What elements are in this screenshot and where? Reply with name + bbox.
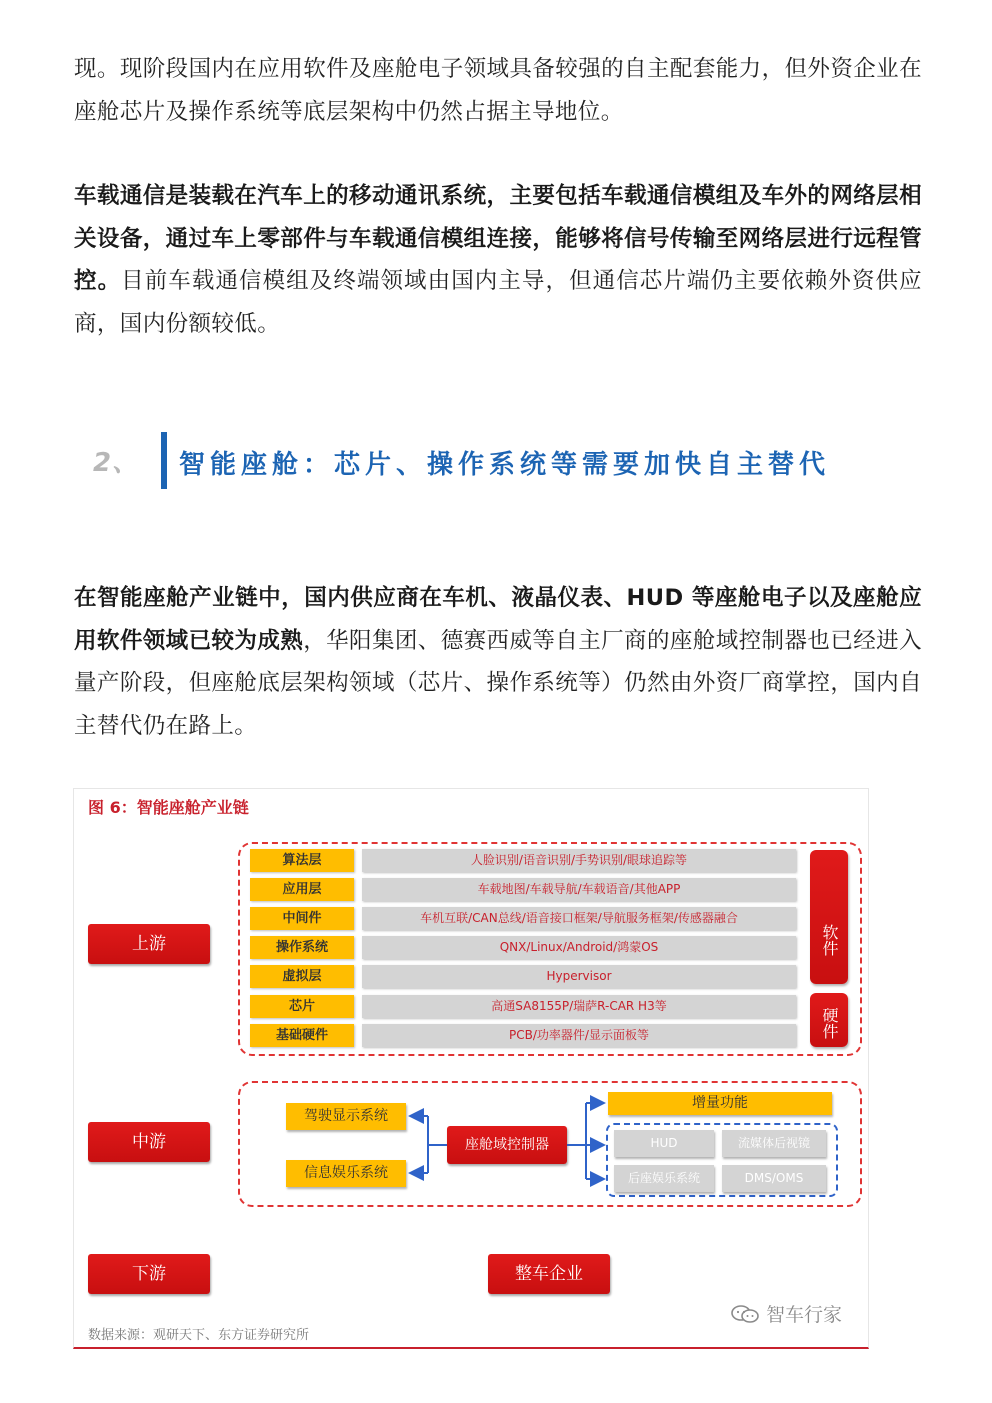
paragraph-telematics-rest: 目前车载通信模组及终端领域由国内主导，但通信芯片端仍主要依赖外资供应商，国内份额较低。 (74, 268, 922, 337)
layer-label: 中间件 (250, 907, 354, 930)
layer-label: 基础硬件 (250, 1024, 354, 1047)
layer-content: Hypervisor (362, 965, 796, 988)
paragraph-cockpit-bold: 在智能座舱产业链中，国内供应商在车机、液晶仪表、HUD 等座舱电子以及座舱应用软件领域已较为成熟 (74, 585, 922, 654)
connector-arrows (74, 789, 868, 1347)
paragraph-telematics (74, 175, 922, 345)
paragraph-intro-text: 现。现阶段国内在应用软件及座舱电子领域具备较强的自主配套能力，但外资企业在座舱芯片及操作系统等底层架构中仍然占据主导地位。 (74, 56, 922, 125)
stage-downstream: 下游 (88, 1254, 210, 1294)
software-tag: 软件 (810, 850, 848, 984)
layer-content: 车机互联/CAN总线/语音接口框架/导航服务框架/传感器融合 (362, 907, 796, 930)
section-accent-bar (161, 432, 167, 489)
paragraph-cockpit (74, 577, 922, 747)
increment-dms-oms: DMS/OMS (722, 1165, 826, 1192)
vehicle-oem: 整车企业 (488, 1254, 610, 1294)
wechat-icon (730, 1304, 760, 1324)
section-title: 智能座舱：芯片、操作系统等需要加快自主替代 (179, 450, 831, 480)
layer-content: PCB/功率器件/显示面板等 (362, 1024, 796, 1047)
paragraph-cockpit-rest: ，华阳集团、德赛西威等自主厂商的座舱域控制器也已经进入量产阶段，但座舱底层架构领域（芯片、操作系统等）仍然由外资厂商掌控，国内自主替代仍在路上。 (74, 627, 922, 739)
layer-content: 车载地图/车载导航/车载语音/其他APP (362, 878, 796, 901)
cockpit-domain-controller: 座舱域控制器 (447, 1126, 567, 1164)
section-heading (93, 432, 933, 490)
paragraph-telematics-bold: 车载通信是装载在汽车上的移动通讯系统，主要包括车载通信模组及车外的网络层相关设备，通过车上零部件与车载通信模组连接，能够将信号传输至网络层进行远程管控。 (74, 183, 922, 294)
watermark-text: 智车行家 (766, 1304, 843, 1326)
layer-content: 人脸识别/语音识别/手势识别/眼球追踪等 (362, 849, 796, 872)
increment-hud: HUD (614, 1130, 714, 1157)
section-number: 2、 (93, 448, 140, 478)
layer-label: 算法层 (250, 849, 354, 872)
driving-display-system: 驾驶显示系统 (286, 1103, 406, 1130)
hardware-tag: 硬件 (810, 993, 848, 1047)
increment-rear-entertainment: 后座娱乐系统 (614, 1165, 714, 1192)
stage-upstream: 上游 (88, 924, 210, 964)
layer-label: 操作系统 (250, 936, 354, 959)
layer-label: 应用层 (250, 878, 354, 901)
figure-cockpit-industry-chain (73, 788, 869, 1349)
increment-streaming-mirror: 流媒体后视镜 (722, 1130, 826, 1157)
figure-source: 数据来源：观研天下、东方证券研究所 (88, 1328, 310, 1343)
layer-content: QNX/Linux/Android/鸿蒙OS (362, 936, 796, 959)
paragraph-intro (74, 48, 922, 133)
layer-label: 芯片 (250, 995, 354, 1018)
layer-label: 虚拟层 (250, 965, 354, 988)
layer-content: 高通SA8155P/瑞萨R-CAR H3等 (362, 995, 796, 1018)
infotainment-system: 信息娱乐系统 (286, 1160, 406, 1187)
incremental-functions: 增量功能 (608, 1092, 832, 1115)
stage-midstream: 中游 (88, 1122, 210, 1162)
figure-title: 图 6：智能座舱产业链 (88, 798, 249, 817)
